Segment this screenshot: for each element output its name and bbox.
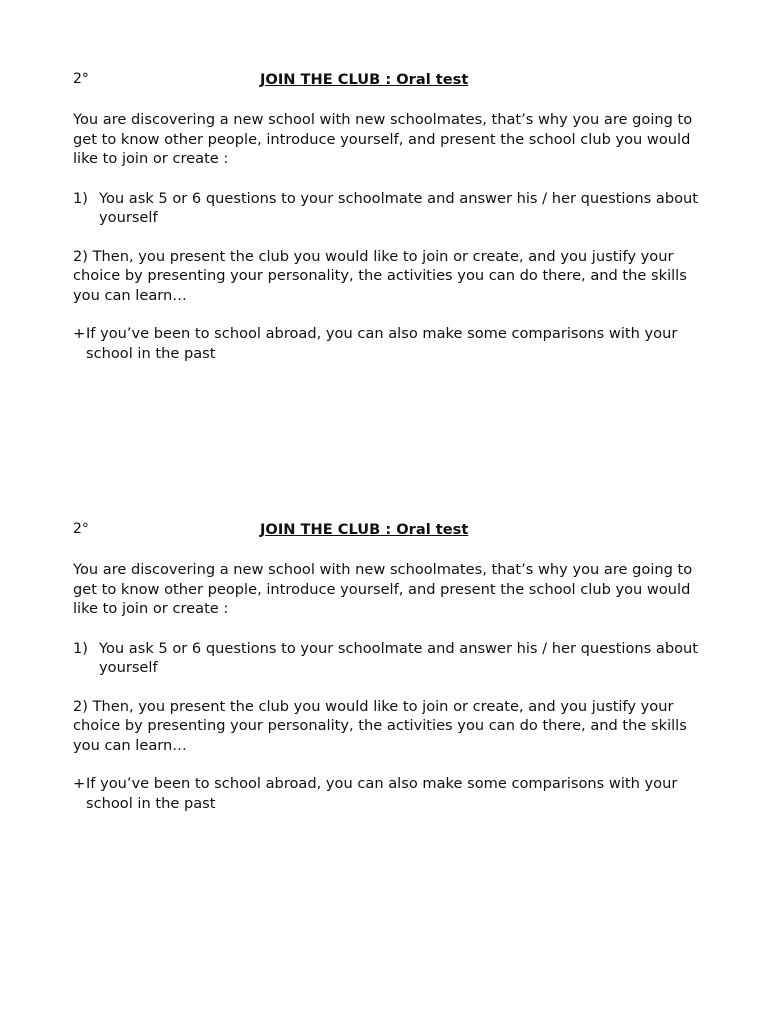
instruction-item-2: 2) Then, you present the club you would like to join or create, and you justify your choice by presenting your personality, the activities you can do there, and the skills you can learn… xyxy=(73,697,687,754)
worksheet-header xyxy=(73,70,703,90)
item-text: You ask 5 or 6 questions to your schoolmate and answer his / her questions about yourself xyxy=(99,189,698,226)
worksheet-header xyxy=(73,520,703,540)
grade-label: 2° xyxy=(73,521,89,537)
instruction-item-1 xyxy=(73,639,703,678)
instruction-item-2: 2) Then, you present the club you would like to join or create, and you justify your choice by presenting your personality, the activities you can do there, and the skills you can learn… xyxy=(73,247,687,304)
item-text: You ask 5 or 6 questions to your schoolmate and answer his / her questions about yourself xyxy=(99,639,698,676)
bonus-note xyxy=(73,774,703,813)
note-text: If you’ve been to school abroad, you can also make some comparisons with your school in the past xyxy=(86,775,678,812)
plus-symbol: + xyxy=(73,325,86,342)
worksheet-title: JOIN THE CLUB : Oral test xyxy=(260,71,469,88)
plus-symbol: + xyxy=(73,775,86,792)
worksheet-block-2 xyxy=(73,520,703,813)
instruction-item-1 xyxy=(73,189,703,228)
grade-label: 2° xyxy=(73,71,89,87)
item-number: 1) xyxy=(73,639,88,657)
worksheet-block-1 xyxy=(73,70,703,363)
intro-paragraph: You are discovering a new school with new schoolmates, that’s why you are going to get to know other people, introduce yourself, and present the school club you would like to join or create : xyxy=(73,111,693,167)
bonus-note xyxy=(73,324,703,363)
worksheet-title: JOIN THE CLUB : Oral test xyxy=(260,521,469,538)
item-number: 1) xyxy=(73,189,88,207)
intro-paragraph: You are discovering a new school with new schoolmates, that’s why you are going to get to know other people, introduce yourself, and present the school club you would like to join or create : xyxy=(73,561,693,617)
note-text: If you’ve been to school abroad, you can also make some comparisons with your school in the past xyxy=(86,325,678,362)
